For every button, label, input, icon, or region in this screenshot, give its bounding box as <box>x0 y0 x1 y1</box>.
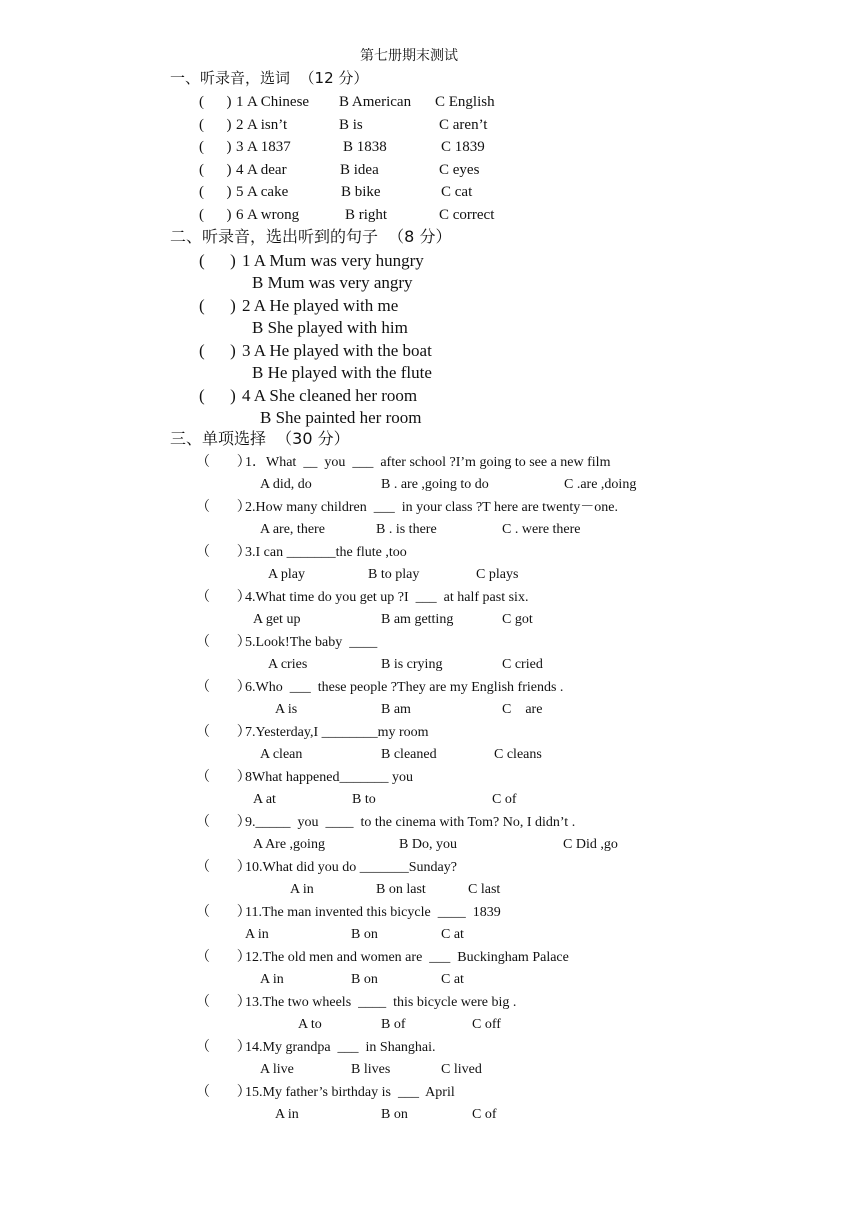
option-b: B He played with the flute <box>252 363 432 382</box>
option-a: A isn’t <box>247 117 288 133</box>
answer-paren[interactable]: ( ) <box>199 162 232 178</box>
option-b: B of <box>381 1017 406 1032</box>
option-a: A 1837 <box>247 139 291 155</box>
option-b: B 1838 <box>343 139 387 155</box>
question-text: 14.My grandpa ___ in Shanghai. <box>245 1040 436 1055</box>
question-number: 1 <box>236 94 244 110</box>
option-a: 3 A He played with the boat <box>242 341 432 360</box>
option-a: A live <box>260 1062 294 1077</box>
answer-paren[interactable]: ( ) <box>199 207 232 223</box>
question-number: 4 <box>236 162 244 178</box>
question-number: 2 <box>236 117 244 133</box>
answer-paren[interactable]: ( ) <box>199 94 232 110</box>
option-b: B lives <box>351 1062 391 1077</box>
section-heading-multiple-choice: 三、单项选择 （30 分） <box>170 429 350 448</box>
option-a: A to <box>298 1017 322 1032</box>
option-a: A cries <box>268 657 308 672</box>
option-c: C at <box>441 972 464 987</box>
question-number: 3 <box>236 139 244 155</box>
option-c: C at <box>441 927 464 942</box>
option-c: C .are ,doing <box>564 477 637 492</box>
question-text: 12.The old men and women are ___ Buckingham Palace <box>245 950 569 965</box>
answer-paren[interactable]: （ ） <box>196 814 251 830</box>
option-c: C eyes <box>439 162 480 178</box>
option-a: A clean <box>260 747 303 762</box>
answer-paren[interactable]: ( ) <box>199 184 232 200</box>
option-c: C off <box>472 1017 501 1032</box>
option-b: B Do, you <box>399 837 457 852</box>
option-b: B idea <box>340 162 379 178</box>
option-a: 4 A She cleaned her room <box>242 386 418 405</box>
option-b: B right <box>345 207 388 223</box>
option-c: C correct <box>439 207 495 223</box>
answer-paren[interactable]: （ ） <box>196 724 251 740</box>
option-b: B . is there <box>376 522 437 537</box>
option-b: B is <box>339 117 363 133</box>
option-c: C Did ,go <box>563 837 618 852</box>
option-c: C are <box>502 702 543 717</box>
answer-paren[interactable]: （ ） <box>196 454 251 470</box>
question-text: 9._____ you ____ to the cinema with Tom? No, I didn’t . <box>245 815 576 830</box>
option-b: B She played with him <box>252 318 408 337</box>
option-b: B bike <box>341 184 381 200</box>
option-b: B She painted her room <box>260 408 422 427</box>
question-text: 11.The man invented this bicycle ____ 1839 <box>245 905 501 920</box>
page-title: 第七册期末测试 <box>360 48 458 64</box>
question-text: 7.Yesterday,I ________my room <box>245 725 429 740</box>
option-b: B on <box>351 927 378 942</box>
option-a: A dear <box>247 162 287 178</box>
answer-paren[interactable]: （ ） <box>196 994 251 1010</box>
option-a: A get up <box>253 612 301 627</box>
option-c: C . were there <box>502 522 581 537</box>
option-b: B is crying <box>381 657 443 672</box>
option-a: A at <box>253 792 276 807</box>
question-number: 5 <box>236 184 244 200</box>
option-b: B on <box>381 1107 408 1122</box>
option-a: A in <box>260 972 284 987</box>
answer-paren[interactable]: （ ） <box>196 949 251 965</box>
option-b: B am getting <box>381 612 454 627</box>
question-text: 13.The two wheels ____ this bicycle were big . <box>245 995 517 1010</box>
option-c: C English <box>435 94 495 110</box>
answer-paren[interactable]: （ ） <box>196 859 251 875</box>
option-b: B Mum was very angry <box>252 273 413 292</box>
question-text: 10.What did you do _______Sunday? <box>245 860 457 875</box>
question-text: 15.My father’s birthday is ___ April <box>245 1085 455 1100</box>
option-b: B to <box>352 792 376 807</box>
option-a: 1 A Mum was very hungry <box>242 251 424 270</box>
option-b: B cleaned <box>381 747 437 762</box>
option-b: B am <box>381 702 411 717</box>
answer-paren[interactable]: ( ) <box>199 296 236 315</box>
option-c: C plays <box>476 567 519 582</box>
option-b: B on <box>351 972 378 987</box>
question-text: 5.Look!The baby ____ <box>245 635 378 650</box>
option-a: A in <box>275 1107 299 1122</box>
answer-paren[interactable]: （ ） <box>196 634 251 650</box>
option-c: C 1839 <box>441 139 485 155</box>
question-text: 3.I can _______the flute ,too <box>245 545 407 560</box>
question-text: 2.How many children ___ in your class ?T here are twenty－one. <box>245 500 618 515</box>
option-a: A are, there <box>260 522 325 537</box>
option-c: C of <box>472 1107 497 1122</box>
answer-paren[interactable]: （ ） <box>196 679 251 695</box>
option-c: C cried <box>502 657 543 672</box>
answer-paren[interactable]: （ ） <box>196 499 251 515</box>
option-c: C of <box>492 792 517 807</box>
answer-paren[interactable]: （ ） <box>196 904 251 920</box>
option-c: C lived <box>441 1062 482 1077</box>
question-text: 6.Who ___ these people ?They are my English friends . <box>245 680 564 695</box>
answer-paren[interactable]: （ ） <box>196 1039 251 1055</box>
option-b: B to play <box>368 567 420 582</box>
option-a: A Chinese <box>247 94 310 110</box>
section-heading-listen-choose-sentence: 二、听录音，选出听到的句子 （8 分） <box>170 227 452 246</box>
answer-paren[interactable]: ( ) <box>199 251 236 270</box>
answer-paren[interactable]: ( ) <box>199 341 236 360</box>
option-c: C got <box>502 612 533 627</box>
option-c: C last <box>468 882 501 897</box>
option-a: 2 A He played with me <box>242 296 399 315</box>
option-a: A did, do <box>260 477 312 492</box>
question-text: 8What happened_______ you <box>245 770 413 785</box>
option-a: A cake <box>247 184 289 200</box>
option-c: C aren’t <box>439 117 488 133</box>
option-a: A Are ,going <box>253 837 325 852</box>
answer-paren[interactable]: ( ) <box>199 139 232 155</box>
answer-paren[interactable]: （ ） <box>196 769 251 785</box>
option-a: A in <box>245 927 269 942</box>
question-text: 1．What __ you ___ after school ?I’m going to see a new film <box>245 455 611 470</box>
option-a: A in <box>290 882 314 897</box>
answer-paren[interactable]: （ ） <box>196 1084 251 1100</box>
section-heading-listen-choose-word: 一、听录音，选词 （12 分） <box>170 69 369 87</box>
option-b: B American <box>339 94 412 110</box>
answer-paren[interactable]: （ ） <box>196 589 251 605</box>
option-a: A wrong <box>247 207 300 223</box>
answer-paren[interactable]: ( ) <box>199 386 236 405</box>
question-text: 4.What time do you get up ?I ___ at half past six. <box>245 590 529 605</box>
option-b: B . are ,going to do <box>381 477 489 492</box>
option-b: B on last <box>376 882 426 897</box>
option-a: A is <box>275 702 298 717</box>
option-c: C cat <box>441 184 473 200</box>
answer-paren[interactable]: ( ) <box>199 117 232 133</box>
answer-paren[interactable]: （ ） <box>196 544 251 560</box>
option-a: A play <box>268 567 305 582</box>
question-number: 6 <box>236 207 244 223</box>
option-c: C cleans <box>494 747 542 762</box>
